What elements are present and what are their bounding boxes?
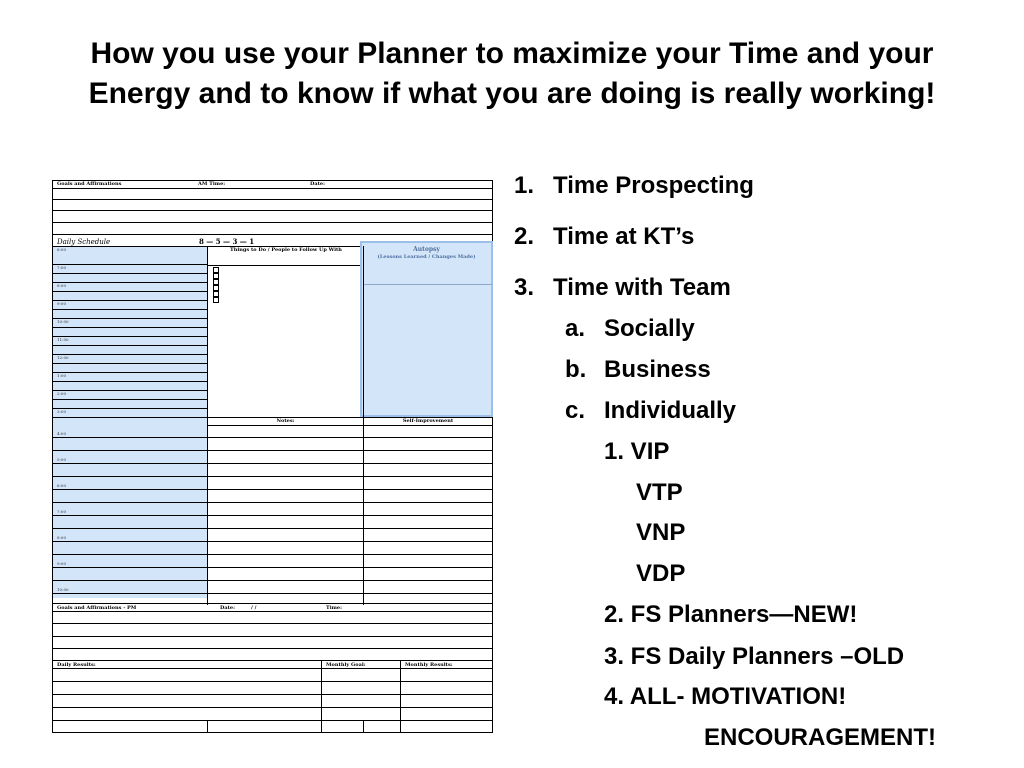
list-text: Individually bbox=[604, 397, 737, 424]
pm-goals-label: Goals and Affirmations - PM bbox=[57, 605, 137, 611]
list-number: 1. bbox=[514, 172, 535, 199]
rule bbox=[53, 450, 492, 451]
rule bbox=[53, 636, 492, 637]
list-subitem-a bbox=[565, 315, 695, 343]
time-label: 11:00 bbox=[57, 337, 69, 342]
things-to-do-label: Things to Do / People to Follow Up With bbox=[230, 247, 342, 253]
list-vdp: VDP bbox=[636, 560, 686, 587]
rule bbox=[53, 593, 492, 594]
list-encouragement: ENCOURAGEMENT! bbox=[704, 724, 936, 751]
monthly-goal-label: Monthly Goal: bbox=[326, 662, 366, 668]
rule bbox=[53, 489, 492, 490]
pm-date-label: Date: bbox=[220, 605, 235, 611]
rule bbox=[53, 694, 492, 695]
list-vip: 1. VIP bbox=[604, 438, 670, 465]
list-text: Time with Team bbox=[553, 274, 731, 301]
list-motivation: 4. ALL- MOTIVATION! bbox=[604, 683, 847, 710]
slide-title bbox=[0, 34, 1024, 114]
time-label: 7:00 bbox=[57, 509, 66, 514]
autopsy-box bbox=[360, 241, 493, 417]
list-text: Business bbox=[604, 356, 711, 383]
rule bbox=[53, 668, 492, 669]
rule bbox=[53, 282, 207, 283]
rule bbox=[53, 264, 207, 265]
time-label: 6:00 bbox=[57, 247, 66, 252]
rule bbox=[53, 681, 492, 682]
rule bbox=[53, 399, 207, 400]
title-line-1: How you use your Planner to maximize your Time and your bbox=[90, 37, 934, 70]
rule bbox=[53, 437, 492, 438]
rule bbox=[53, 210, 492, 211]
rule bbox=[53, 528, 492, 529]
rule bbox=[53, 199, 492, 200]
list-vtp: VTP bbox=[636, 479, 683, 506]
schedule-column bbox=[53, 246, 207, 598]
rule bbox=[53, 188, 492, 189]
checkbox[interactable] bbox=[213, 297, 219, 303]
list-number: 2. bbox=[514, 223, 535, 250]
autopsy-title: Autopsy bbox=[413, 246, 440, 253]
rule bbox=[53, 309, 207, 310]
pm-date-slashes: / / bbox=[251, 605, 257, 611]
rule bbox=[53, 720, 492, 721]
rule bbox=[53, 372, 207, 373]
autopsy-subtitle: (Lessons Learned / Changes Made) bbox=[377, 254, 476, 260]
daily-results-label: Daily Results: bbox=[57, 662, 96, 668]
time-label: 3:00 bbox=[57, 409, 66, 414]
rule bbox=[53, 623, 492, 624]
list-vnp: VNP bbox=[636, 519, 686, 546]
rule bbox=[53, 300, 207, 301]
monthly-results-label: Monthly Results: bbox=[405, 662, 453, 668]
rule bbox=[53, 580, 492, 581]
time-label: 8:00 bbox=[57, 283, 66, 288]
rule bbox=[53, 390, 207, 391]
list-subitem-c bbox=[565, 397, 737, 425]
time-label: 10:00 bbox=[57, 319, 69, 324]
rule bbox=[53, 408, 207, 409]
list-number: a. bbox=[565, 315, 586, 342]
goals-label: Goals and Affirmations bbox=[57, 181, 122, 187]
title-line-2: Energy and to know if what you are doing is really working! bbox=[88, 77, 936, 110]
rule bbox=[53, 541, 492, 542]
rule bbox=[53, 222, 492, 223]
list-fs-old: 3. FS Daily Planners –OLD bbox=[604, 643, 905, 670]
rule bbox=[53, 273, 207, 274]
list-text: Time Prospecting bbox=[553, 172, 754, 199]
am-time-label: AM Time: bbox=[198, 181, 226, 187]
time-label: 8:00 bbox=[57, 535, 66, 540]
rule bbox=[53, 648, 492, 649]
rule bbox=[53, 567, 492, 568]
rule bbox=[53, 345, 207, 346]
rule bbox=[53, 318, 207, 319]
time-label: 2:00 bbox=[57, 391, 66, 396]
rule bbox=[207, 425, 492, 426]
list-number: 3. bbox=[514, 274, 535, 301]
list-text: Time at KT’s bbox=[553, 223, 695, 250]
rule bbox=[53, 515, 492, 516]
rule bbox=[53, 234, 492, 235]
time-label: 5:00 bbox=[57, 457, 66, 462]
planner-page bbox=[52, 180, 493, 733]
list-text: Socially bbox=[604, 315, 695, 342]
date-label: Date: bbox=[310, 181, 325, 187]
list-subitem-b bbox=[565, 356, 711, 384]
list-item-3 bbox=[514, 274, 731, 302]
rule bbox=[53, 291, 207, 292]
time-label: 1:00 bbox=[57, 373, 66, 378]
rule bbox=[53, 354, 207, 355]
list-fs-new: 2. FS Planners—NEW! bbox=[604, 601, 858, 628]
rule bbox=[53, 611, 492, 612]
list-item-2 bbox=[514, 223, 695, 251]
formula-label: 8 — 5 — 3 — 1 bbox=[199, 237, 255, 246]
notes-label: Notes: bbox=[276, 418, 295, 424]
time-label: 12:00 bbox=[57, 355, 69, 360]
column-rule bbox=[207, 720, 208, 733]
rule bbox=[53, 502, 492, 503]
rule bbox=[364, 284, 492, 285]
rule bbox=[53, 660, 492, 661]
list-number: c. bbox=[565, 397, 586, 424]
self-improvement-label: Self-Improvement bbox=[402, 418, 454, 424]
column-rule bbox=[363, 720, 364, 733]
time-label: 7:00 bbox=[57, 265, 66, 270]
rule bbox=[53, 381, 207, 382]
rule bbox=[53, 603, 492, 604]
rule bbox=[53, 707, 492, 708]
time-label: 10:00 bbox=[57, 587, 69, 592]
time-label: 6:00 bbox=[57, 483, 66, 488]
pm-time-label: Time: bbox=[326, 605, 342, 611]
rule bbox=[53, 363, 207, 364]
time-label: 9:00 bbox=[57, 301, 66, 306]
time-label: 4:00 bbox=[57, 431, 66, 436]
rule bbox=[53, 554, 492, 555]
list-number: b. bbox=[565, 356, 587, 383]
list-item-1 bbox=[514, 172, 754, 200]
rule bbox=[53, 336, 207, 337]
column-rule bbox=[400, 660, 401, 733]
rule bbox=[53, 476, 492, 477]
column-rule bbox=[321, 660, 322, 733]
daily-schedule-label: Daily Schedule bbox=[57, 238, 111, 246]
rule bbox=[53, 463, 492, 464]
time-label: 9:00 bbox=[57, 561, 66, 566]
rule bbox=[207, 265, 360, 266]
rule bbox=[53, 327, 207, 328]
